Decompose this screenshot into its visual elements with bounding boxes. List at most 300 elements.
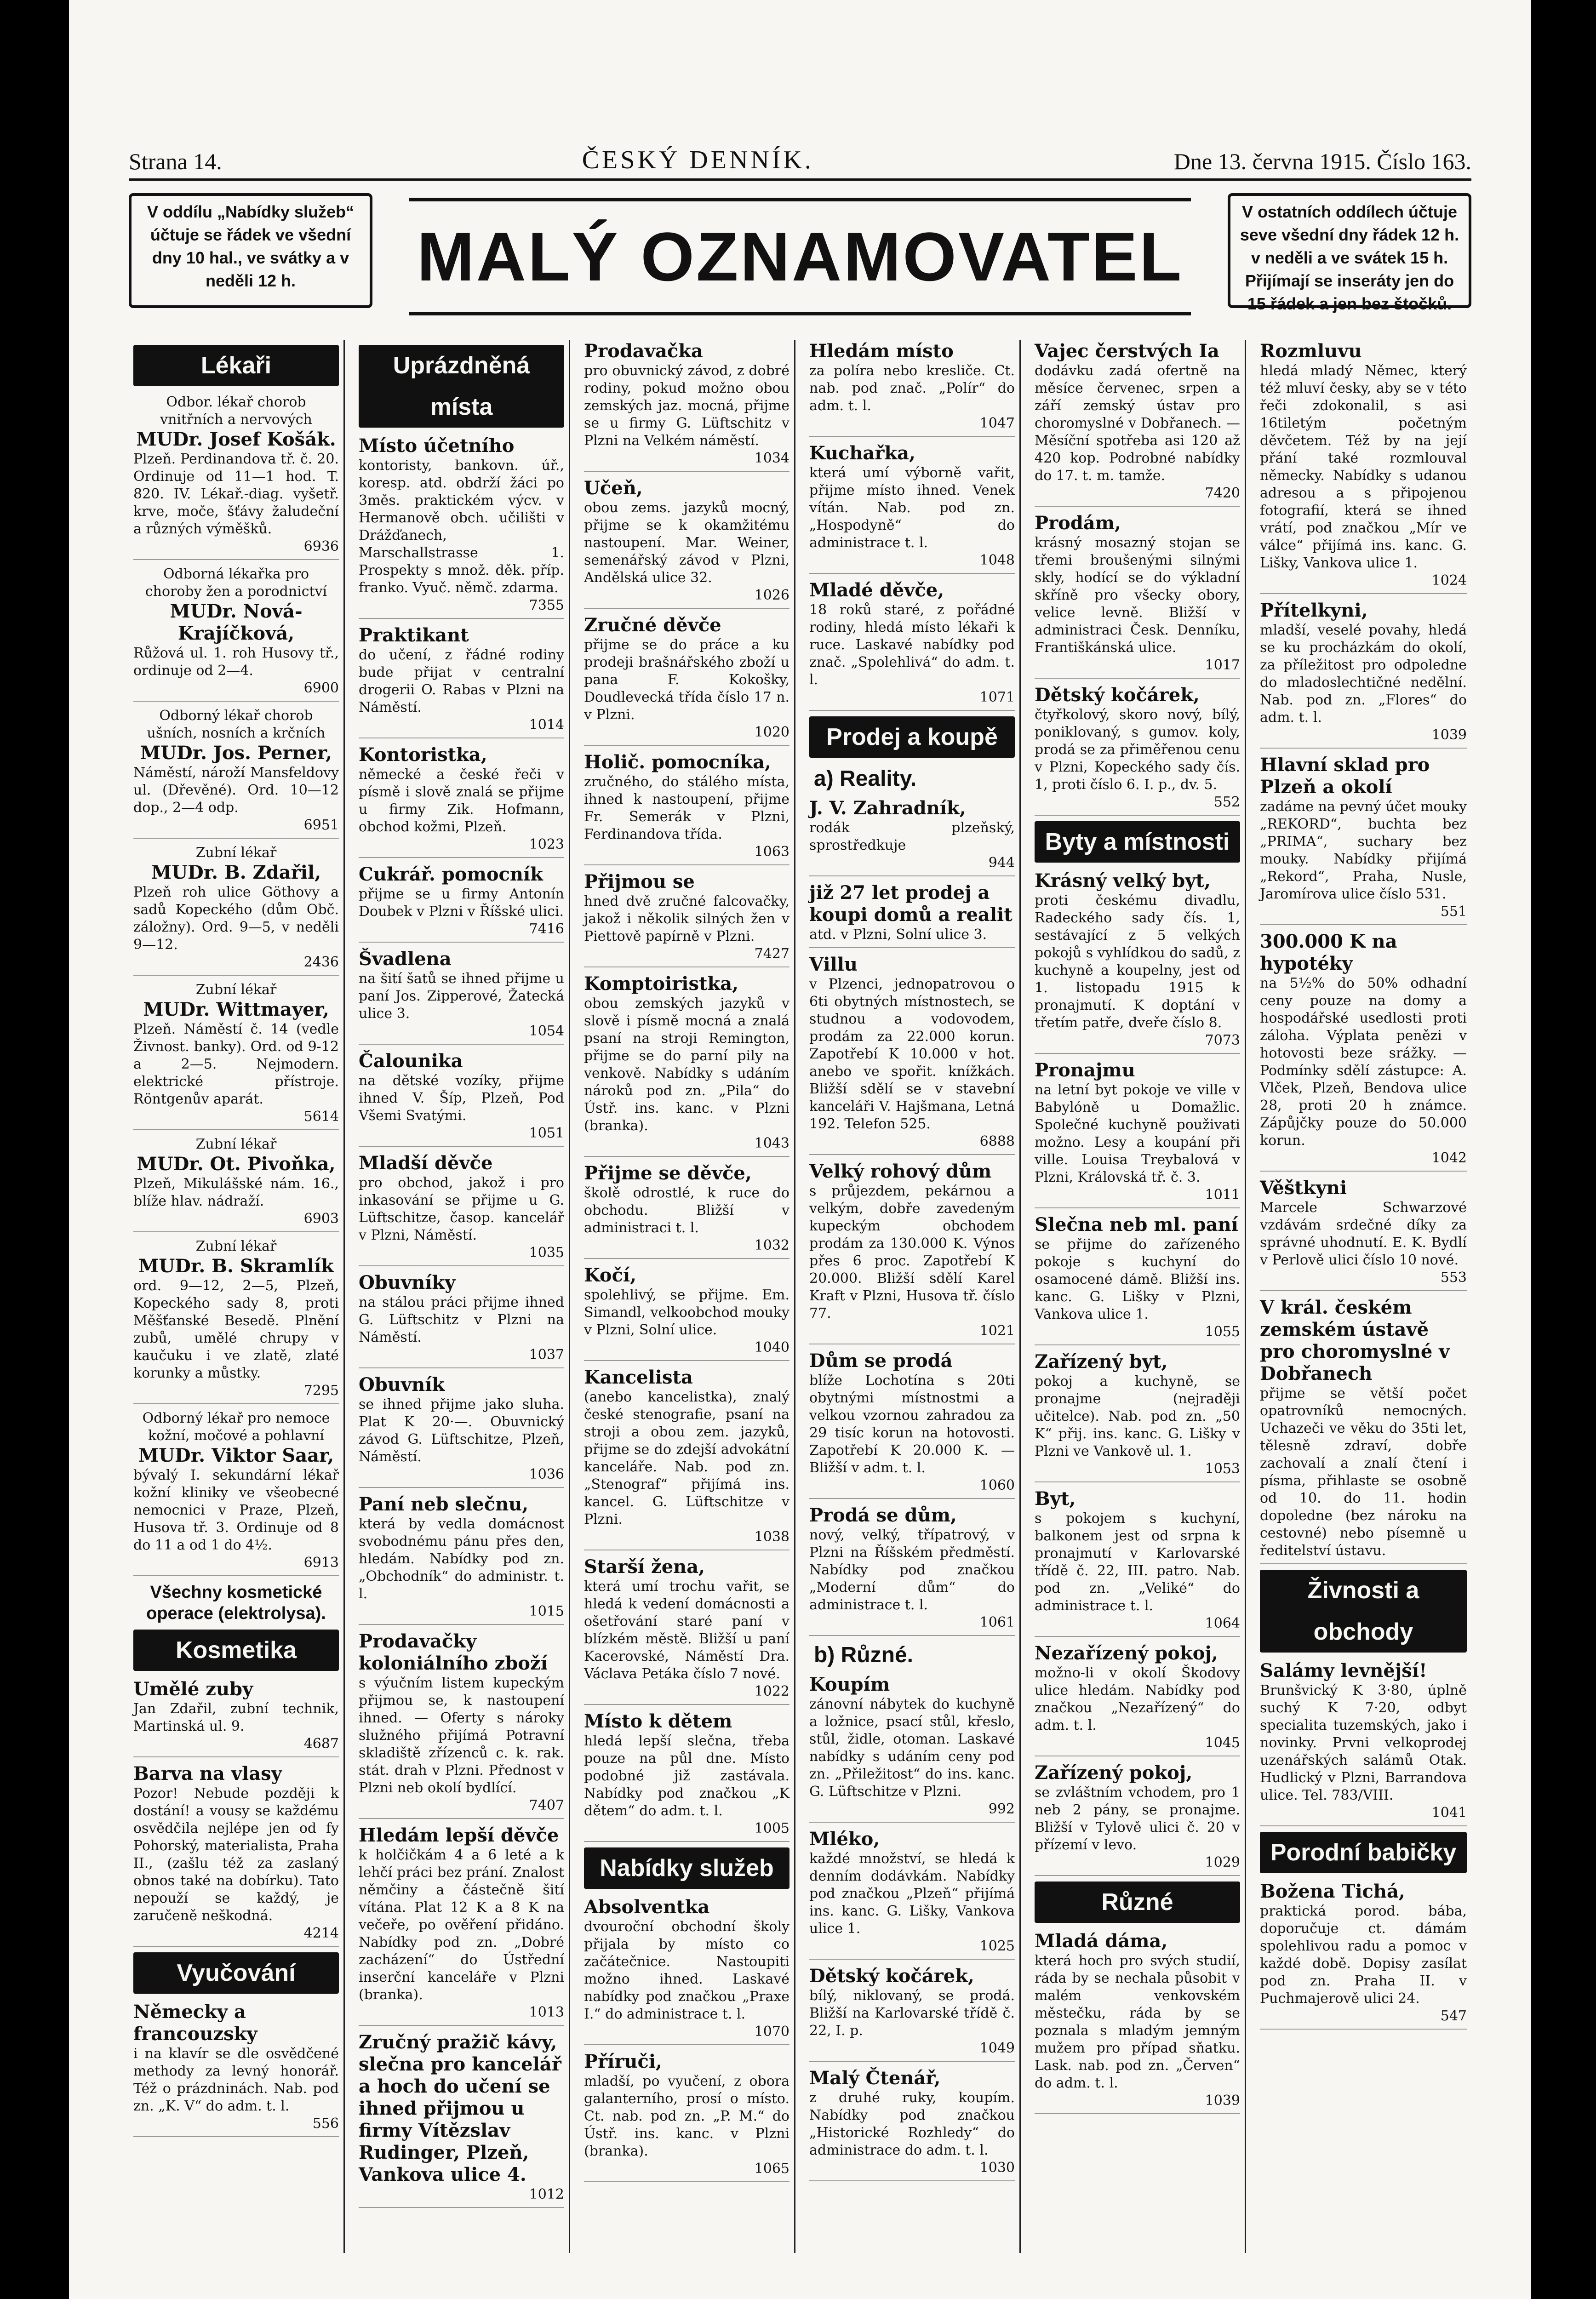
classified-ad (359, 864, 564, 943)
ad-reference-number: 1032 (754, 1237, 789, 1253)
classified-ad (584, 1162, 789, 1259)
ad-body: Pozor! Nebude později k dostání! a vousy se každému osvědčila nejlépe jen od fy Pohorský, materialista, Praha II., (zašlu též za zaslaný obnos také na dobírku). Tato nepouží se každý, je zaručeně neškodná. (133, 1785, 339, 1924)
ad-body: na 5½% do 50% odhadní ceny pouze na domy a hospodářské usedlosti proti záloha. Výplata penězi v hotovosti beze srážky. — Podmínky sdělí zástupce: A. Vlček, Plzeň, Bendova ulice 28, proti 20 h známce. Zápůjčky pouze do 50.000 korun. (1260, 975, 1467, 1149)
ad-body: se ihned přijme jako sluha. Plat K 20·—. Obuvnický závod G. Lüftschitze, Plzeň, Náměstí. (359, 1396, 564, 1465)
classified-ad (133, 1238, 339, 1404)
ad-body: Plzeň. Perdinandova tř. č. 20. Ordinuje od 11—1 hod. T. 820. IV. Lékař.-diag. vyšetř. krve, moče, šťávy žaludeční a různých výměšků. (133, 451, 339, 537)
ad-title: MUDr. Ot. Pivoňka, (137, 1153, 336, 1175)
ad-reference-number: 1036 (529, 1466, 564, 1482)
ad-body: krásný mosazný stojan se třemi broušenými silnými skly, hodící se do výkladní skříně pro všecky obory, velice levně. Bližší v administraci Česk. Denníku, Františkánská ulice. (1035, 535, 1240, 656)
classified-ad (359, 948, 564, 1045)
ad-body: Plzeň roh ulice Göthovy a sadů Kopeckého (dům Obč. záložny). Ord. 9—5, v neděli 9—12. (133, 884, 339, 953)
ad-title: Přijme se děvče, (584, 1162, 752, 1184)
ad-reference-number: 1020 (754, 724, 789, 740)
ad-reference-number: 1037 (529, 1347, 564, 1363)
ad-title: MUDr. Viktor Saar, (138, 1445, 334, 1466)
classified-ad (133, 1410, 339, 1576)
classified-ad (584, 1264, 789, 1361)
cosmetic-promo: Všechny kosmetické operace (elektrolysa). (146, 1583, 326, 1623)
classified-ad (1260, 1177, 1467, 1291)
ad-title: Mladá dáma, (1035, 1930, 1168, 1952)
ad-title: Kancelista (584, 1367, 693, 1388)
ad-title: Hledám lepší děvče (359, 1824, 559, 1846)
ad-body: školě odrostlé, k ruce do obchodu. Bližší v administraci t. l. (584, 1185, 789, 1236)
classified-ad (359, 1630, 564, 1819)
ad-title: MUDr. Wittmayer, (143, 999, 329, 1020)
section-heading-sale-purchase: Prodej a koupě (809, 716, 1015, 758)
ad-body: na šití šatů se ihned přijme u paní Jos. Zipperové, Žatecká ulice 3. (359, 971, 564, 1022)
classified-ad (809, 340, 1015, 437)
ad-reference-number: 1026 (754, 587, 789, 603)
ad-subtitle: Odborný lékař chorob ušních, nosních a krčních (147, 708, 326, 741)
ad-body: každé množství, se hledá k denním dodávkám. Nabídky pod značkou „Plzeň“ přijímá ins. kanc. G. Lišky, Vankova ulice 1. (809, 1851, 1015, 1937)
ad-body: Plzeň. Náměstí č. 14 (vedle Živnost. banky). Ord. od 9-12 a 2—5. Nejmodern. elektrické přístroje. Röntgenův aparát. (133, 1021, 339, 1107)
classified-ad (1260, 754, 1467, 925)
classified-ad (133, 1678, 339, 1757)
classified-ad (359, 1050, 564, 1147)
ad-title: Učeň, (584, 477, 643, 499)
ad-title: Příruči, (584, 2051, 662, 2072)
ad-title: Německy a francouzsky (133, 2001, 257, 2045)
left-price-notice: V oddílu „Nabídky služeb“ účtuje se řádek ve všední dny 10 hal., ve svátky a v neděli 12 h. (129, 193, 372, 308)
ad-body: k holčičkám 4 a 6 leté a k lehčí práci bez prání. Znalost němčiny a částečně šití vítána. Plat 12 K a 8 K na večeře, po ověření přidáno. Nabídky pod zn. „Dobré zacházení“ do Ústřední inserční kanceláře v Plzni (branka). (359, 1847, 564, 2003)
classified-ad (809, 2067, 1015, 2181)
issue-date: Dne 13. června 1915. Číslo 163. (1173, 149, 1471, 174)
ad-reference-number: 1025 (979, 1938, 1015, 1954)
newspaper-page (69, 0, 1531, 2299)
ad-title: Hledám místo (809, 340, 954, 362)
classified-ad (1035, 684, 1240, 816)
ad-reference-number: 1047 (979, 415, 1015, 431)
ad-title: Praktikant (359, 624, 469, 646)
ad-title: Zařízený byt, (1035, 1351, 1168, 1373)
ad-title: Obuvník (359, 1374, 445, 1395)
ad-body: přijme se do práce a ku prodeji brašnářského zboží u pana F. Kokošky, Doudlevecká třída číslo 17 n. v Plzni. (584, 637, 789, 723)
ad-title: Přítelkyni, (1260, 600, 1368, 621)
ad-title: Místo k dětem (584, 1710, 732, 1732)
ad-body: blíže Lochotína s 20ti obytnými místnostmi a velkou vzornou zahradou za 29 tisíc korun na hotovosti. Zapotřebí K 20.000 K. — Bližší v adm. t. l. (809, 1373, 1015, 1476)
ad-body: se zvláštním vchodem, pro 1 neb 2 pány, se pronajme. Bližší v Tylově ulici č. 20 v přízemí v levo. (1035, 1784, 1240, 1853)
ad-reference-number: 1045 (1205, 1735, 1240, 1751)
section-heading-vacancies: Uprázdněná místa (359, 345, 564, 428)
ad-reference-number: 1060 (979, 1477, 1015, 1493)
classified-ad (584, 1710, 789, 1842)
ad-title: již 27 let prodej a koupi domů a realit (809, 882, 1013, 926)
ad-body: mladší, veselé povahy, hledá se ku procházkám do okolí, za příležitost pro odpoledne do mladoslechtičné nedělní. Nab. pod zn. „Flores“ do adm. t. l. (1260, 622, 1467, 726)
section-heading-lessons: Vyučování (133, 1952, 339, 1994)
ad-title: Božena Tichá, (1260, 1881, 1405, 1902)
ad-reference-number: 1005 (754, 1820, 789, 1836)
classified-ad (809, 1161, 1015, 1344)
classified-ad (809, 442, 1015, 574)
ad-reference-number: 1035 (529, 1245, 564, 1261)
ad-title: Prodavačky koloniálního zboží (359, 1630, 548, 1674)
ad-title: V král. českém zemském ústavě pro choromyslné v Dobřanech (1260, 1297, 1450, 1384)
ad-reference-number: 547 (1440, 2008, 1467, 2024)
ad-reference-number: 1049 (979, 2040, 1015, 2056)
classified-ad (1035, 870, 1240, 1054)
ad-body: i na klavír se dle osvědčené methody za levný honorář. Též o prázdninách. Nab. pod zn. „K. V“ do adm. t. l. (133, 2046, 339, 2114)
classified-ad (809, 797, 1015, 876)
ad-title: Krásný velký byt, (1035, 870, 1211, 892)
ad-body: bílý, niklovaný, se prodá. Bližší na Karlovarské třídě č. 22, I. p. (809, 1988, 1015, 2039)
classified-ad (1035, 1351, 1240, 1482)
ad-body: která umí výborně vařit, přijme místo ihned. Venek vítán. Nab. pod zn. „Hospodyně“ do administrace t. l. (809, 465, 1015, 551)
ad-body: se přijme do zařízeného pokoje s kuchyní do osamocené dámě. Bližší ins. kanc. G. Lišky v Plzni, Vankova ulice 1. (1035, 1236, 1240, 1322)
ad-title: Umělé zuby (133, 1678, 253, 1700)
ad-body: která hoch pro svých studií, ráda by se nechala působit v malém venkovském městečku, ráda by se poznala s mladým jemným mužem pro případ sňatku. Lask. nab. pod zn. „Červen“ do adm. t. l. (1035, 1953, 1240, 2091)
classified-ad (133, 981, 339, 1130)
ad-body: spolehlivý, se přijme. Em. Simandl, velkoobchod mouky v Plzni, Solní ulice. (584, 1287, 789, 1338)
ad-reference-number: 7355 (529, 597, 564, 613)
classified-ad (584, 340, 789, 472)
ad-title: Nezařízený pokoj, (1035, 1642, 1218, 1664)
ad-reference-number: 1061 (979, 1614, 1015, 1630)
ad-title: Švadlena (359, 948, 452, 970)
ad-reference-number: 1070 (754, 2024, 789, 2040)
ad-title: Kuchařka, (809, 442, 915, 464)
ad-title: Vajec čerstvých Ia (1035, 340, 1219, 362)
ad-title: Cukrář. pomocník (359, 864, 543, 885)
subheading-real-estate: a) Reality. (814, 766, 917, 791)
classified-ad (1035, 1059, 1240, 1208)
ad-title: Dětský kočárek, (809, 1965, 974, 1987)
ad-reference-number: 2436 (303, 954, 339, 970)
ad-body: proti českému divadlu, Radeckého sady čís. 1, sestávající z 5 velkých pokojů s vyhlídkou do sadů, z kuchyně a koupelny, jest od 1. listopadu 1915 k pronajmutí. K doptání v třetím patře, dveře číslo 8. (1035, 892, 1240, 1031)
section-banner (129, 193, 1471, 317)
ad-title: Kočí, (584, 1264, 637, 1286)
ad-body: bývalý I. sekundární lékař kožní kliniky ve všeobecné nemocnici v Praze, Plzeň, Husova tř. 3. Ordinuje od 8 do 11 a od 1 do 4½. (133, 1467, 339, 1553)
ad-body: hned dvě zručné falcovačky, jakož i několik silných žen v Piettově papírně v Plzni. (584, 893, 789, 944)
ad-reference-number: 1071 (979, 689, 1015, 705)
section-heading-various: Různé (1035, 1882, 1240, 1923)
classified-ad (1035, 340, 1240, 507)
ad-body: na dětské vozíky, přijme ihned V. Šíp, Plzeň, Pod Všemi Svatými. (359, 1073, 564, 1124)
ad-title: Barva na vlasy (133, 1763, 282, 1784)
classified-ad (359, 435, 564, 619)
ad-reference-number: 1024 (1431, 572, 1467, 589)
ad-reference-number: 1053 (1205, 1461, 1240, 1477)
classified-ad (133, 707, 339, 839)
subheading-misc: b) Různé. (814, 1643, 913, 1667)
column-1 (129, 340, 345, 2253)
ad-reference-number: 1041 (1431, 1805, 1467, 1821)
classified-ad (1260, 600, 1467, 749)
ad-title: MUDr. B. Zdařil, (151, 862, 321, 883)
ad-body: nový, velký, třípatrový, v Plzni na Říšském předměstí. Nabídky pod značkou „Moderní dům“ do administrace t. l. (809, 1527, 1015, 1613)
ad-body: Náměstí, nároží Mansfeldovy ul. (Dřevěné). Ord. 10—12 dop., 2—4 odp. (133, 765, 339, 816)
ad-body: pro obchod, jakož i pro inkasování se přijme u G. Lüftschitze, časop. kancelář v Plzni, Náměstí. (359, 1175, 564, 1243)
section-heading-apartments: Byty a místnosti (1035, 821, 1240, 863)
ad-body: Jan Zdařil, zubní technik, Martinská ul. 9. (133, 1701, 339, 1734)
ad-body: německé a české řeči v písmě i slově znalá se přijme u firmy Zik. Hofmann, obchod kožmi, Plzeň. (359, 766, 564, 835)
ad-body: přijme se u firmy Antonín Doubek v Plzni v Říšské ulici. (359, 886, 564, 920)
ad-body: kontoristy, bankovn. úř., koresp. atd. obdrží žáci po 3měs. praktickém výcv. v Hermanově obch. učilišti v Drážďanech, Marschallstrasse 1. Prospekty s množ. děk. příp. franko. Vyuč. němč. zdarma. (359, 458, 564, 596)
ad-body: na letní byt pokoje ve ville v Babylóně u Domažlic. Společné kuchyně použivati možno. Lesy a koupání při ville. Louisa Treybalová v Plzni, Královská tř. č. 3. (1035, 1082, 1240, 1185)
ad-title: 300.000 K na hypotéky (1260, 931, 1397, 974)
classified-ad (1035, 1762, 1240, 1876)
classified-ad (809, 1350, 1015, 1499)
classified-ad (809, 954, 1015, 1155)
ad-reference-number: 7295 (303, 1383, 339, 1399)
ad-reference-number: 4687 (303, 1736, 339, 1752)
ad-reference-number: 1029 (1205, 1854, 1240, 1870)
ad-body: hledá lepší slečna, třeba pouze na půl dne. Místo podobné již zastávala. Nabídky pod značkou „K dětem“ do adm. t. l. (584, 1733, 789, 1819)
classified-ad (133, 1763, 339, 1947)
classified-ad (1260, 1660, 1467, 1826)
ad-body: dvouroční obchodní školy přijala by místo co začátečnice. Nastoupiti možno ihned. Laskavé nabídky pod značkou „Praxe I.“ do administrace t. l. (584, 1919, 789, 2022)
ad-title: Mladší děvče (359, 1152, 493, 1174)
classified-ad (584, 2051, 789, 2182)
ad-reference-number: 944 (988, 855, 1015, 871)
classified-ad (133, 2001, 339, 2137)
ad-body: s průjezdem, pekárnou a velkým, dobře zavedeným kupeckým obchodem prodám za 130.000 K. Výnos přes 6 proc. Zapotřebí K 20.000. Bližší sdělí Karel Kraft v Plzni, Husova tř. číslo 77. (809, 1183, 1015, 1321)
ad-title: Přijmou se (584, 871, 695, 892)
ad-title: Zručné děvče (584, 614, 721, 636)
classified-ad (359, 624, 564, 738)
classified-ad (584, 1556, 789, 1705)
ad-body: která by vedla domácnost svobodnému pánu přes den, hledám. Nabídky pod zn. „Obchodník“ do administr. t. l. (359, 1516, 564, 1602)
ad-reference-number: 1022 (754, 1683, 789, 1699)
ad-reference-number: 1042 (1431, 1150, 1467, 1166)
ad-title: MUDr. Jos. Perner, (140, 742, 332, 764)
ad-body: Brunšvický K 3·80, úplně suchý K 7·20, odbyt specialita tuzemských, jako i novinky. Prvni velkoprodej uzenářských salámů Otak. Hudlický v Plzni, Barrandova ulice. Tel. 783/VIII. (1260, 1682, 1467, 1803)
ad-body: dodávku zadá ofertně na měsíce červenec, srpen a září zemský ústav pro choromyslné v Dobřanech. — Měsíční spotřeba asi 120 až 420 kop. Podrobné nabídky do 17. t. m. tamže. (1035, 363, 1240, 484)
ad-body: rodák plzeňský, sprostředkuje (809, 820, 1015, 853)
ad-reference-number: 1043 (754, 1135, 789, 1151)
classified-ad (1035, 1214, 1240, 1345)
classified-ad (809, 1828, 1015, 1960)
classified-ad (133, 844, 339, 976)
ad-body: atd. v Plzni, Solní ulice 3. (809, 926, 987, 943)
ad-subtitle: Odborná lékařka pro choroby žen a porodnictví (145, 566, 327, 600)
ad-subtitle: Zubní lékař (195, 845, 277, 861)
ad-title: Zařízený pokoj, (1035, 1762, 1193, 1784)
classified-ad (359, 2031, 564, 2208)
classified-ad (359, 1824, 564, 2026)
ad-title: MUDr. B. Skramlík (138, 1255, 334, 1277)
ad-title: Paní neb slečnu, (359, 1493, 529, 1515)
ad-reference-number: 6936 (303, 538, 339, 555)
ad-body: přijme se větší počet opatrovníků nemocných. Uchazeči ve věku do 35ti let, tělesně zdraví, dobře zachovalí a znalí čtení i písma, přihlaste se osobně od 10. do 11. hodin dopoledne (bez nároku na cestovné) nebo písemně u ředitelství ústavu. (1260, 1385, 1467, 1559)
column-5 (1030, 340, 1246, 2253)
ad-reference-number: 1054 (529, 1023, 564, 1039)
section-heading-doctors: Lékaři (133, 345, 339, 386)
page-number: Strana 14. (129, 149, 222, 174)
ad-reference-number: 1063 (754, 844, 789, 860)
ad-body: pokoj a kuchyně, se pronajme (nejraději učitelce). Nab. pod zn. „50 K“ přij. ins. kanc. G. Lišky v Plzni ve Vankově ul. 1. (1035, 1373, 1240, 1459)
ad-reference-number: 6913 (303, 1555, 339, 1571)
ad-body: v Plzenci, jednopatrovou o 6ti obytných místnostech, se studnou a vodovodem, prodám za 22.000 korun. Zapotřebí K 10.000 v hot. anebo ve spořit. knížkách. Bližší sdělí se v stavební kanceláři V. Hajšmana, Letná 192. Telefon 525. (809, 976, 1015, 1132)
ad-title: Mléko, (809, 1828, 880, 1850)
ad-title: Prodám, (1035, 512, 1121, 534)
ad-body: pro obuvnický závod, z dobré rodiny, pokud možno obou zemských jaz. mocná, přijme se u firmy G. Lüftschitz v Plzni na Velkém náměstí. (584, 363, 789, 449)
ad-title: Rozmluvu (1260, 340, 1362, 362)
section-heading-trades: Živnosti a obchody (1260, 1570, 1467, 1653)
ad-reference-number: 552 (1213, 794, 1240, 810)
classified-ad (584, 871, 789, 967)
ad-title: Obuvníky (359, 1272, 456, 1293)
ad-reference-number: 556 (312, 2116, 339, 2132)
ad-title: Velký rohový dům (809, 1161, 992, 1182)
ad-body: mladší, po vyučení, z obora galanterního, prosí o místo. Ct. nab. pod zn. „P. M.“ do Ústř. ins. kanc. v Plzni (branka). (584, 2073, 789, 2159)
ad-subtitle: Odbor. lékař chorob vnitřních a nervových (160, 394, 312, 428)
ad-title: Prodavačka (584, 340, 703, 362)
classified-ad (1035, 1642, 1240, 1756)
newspaper-title: ČESKÝ DENNÍK. (582, 146, 814, 174)
right-price-notice: V ostatních oddílech účtuje seve všední dny řádek 12 h. v neděli a ve svátek 15 h. Přijímají se inseráty jen do 15 řádek a jen bez štočků. (1228, 193, 1471, 308)
ad-reference-number: 992 (988, 1801, 1015, 1817)
ad-body: praktická porod. bába, doporučuje ct. dámám spolehlivou radu a pomoc v každé době. Dopisy zasílat pod zn. Praha II. v Puchmajerově ulici 24. (1260, 1903, 1467, 2007)
ad-reference-number: 1021 (979, 1323, 1015, 1339)
classified-ad (1260, 340, 1467, 594)
classified-ad (359, 1374, 564, 1488)
classified-ad (133, 1136, 339, 1232)
ad-body: Plzeň, Mikulášské nám. 16., blíže hlav. nádraží. (133, 1176, 339, 1209)
ad-title: Čalounika (359, 1050, 463, 1072)
ad-title: Villu (809, 954, 858, 975)
ad-reference-number: 1013 (529, 2004, 564, 2020)
ad-body: Marcele Schwarzové vzdávám srdečné díky za správné uhodnutí. E. K. Bydlí v Perlově ulici číslo 10 nové. (1260, 1200, 1467, 1268)
classified-ad (584, 614, 789, 746)
column-3 (579, 340, 795, 2253)
ad-title: Pronajmu (1035, 1059, 1135, 1081)
ad-title: Kontoristka, (359, 744, 487, 766)
classified-ad (359, 744, 564, 858)
column-4 (805, 340, 1021, 2253)
classified-ad (1035, 1930, 1240, 2114)
ad-reference-number: 553 (1440, 1270, 1467, 1286)
ad-body: čtyřkolový, skoro nový, bílý, poniklovaný, s gumov. koly, prodá se za přiměřenou cenu v Plzni, Kopeckého sady čís. 1, proti číslo 6. I. p., dv. 5. (1035, 707, 1240, 793)
ad-title: Místo účetního (359, 435, 515, 457)
classified-ad (1035, 512, 1240, 679)
ad-body: zadáme na pevný účet mouky „REKORD“, buchta bez „PRIMA“, suchary bez mouky. Nabídky přijímá „Rekord“, Praha, Nusle, Jaromírova ulice číslo 531. (1260, 799, 1467, 902)
section-heading-midwives: Porodní babičky (1260, 1832, 1467, 1873)
classified-ad (584, 751, 789, 865)
ad-reference-number: 7416 (529, 921, 564, 937)
classified-ad (809, 1965, 1015, 2062)
classified-ad (1035, 1488, 1240, 1637)
ad-body: za políra nebo kresliče. Ct. nab. pod znač. „Polír“ do adm. t. l. (809, 363, 1015, 414)
ad-title: Malý Čtenář, (809, 2067, 941, 2089)
ad-reference-number: 7427 (754, 946, 789, 962)
classified-ad (133, 394, 339, 560)
ad-title: Holič. pomocníka, (584, 751, 771, 773)
classified-ad (809, 1504, 1015, 1636)
ad-reference-number: 1017 (1205, 657, 1240, 673)
classified-ad (809, 882, 1015, 948)
ad-body: obou zems. jazyků mocný, přijme se k okamžitému nastoupení. Mar. Weiner, semenářský závod v Plzni, Andělská ulice 32. (584, 500, 789, 586)
ad-reference-number: 1034 (754, 450, 789, 466)
ad-title: Prodá se dům, (809, 1504, 957, 1526)
ad-columns (129, 340, 1471, 2253)
ad-body: Růžová ul. 1. roh Husovy tř., ordinuje od 2—4. (133, 645, 339, 679)
ad-body: obou zemských jazyků v slově i písmě mocná a znalá psaní na stroji Remington, přijme se do parní pily na venkově. Nabídky s udáním nároků pod zn. „Pila“ do Ústř. ins. kanc. v Plzni (branka). (584, 995, 789, 1134)
ad-reference-number: 1023 (529, 836, 564, 852)
ad-body: která umí trochu vařit, se hledá k vedení domácnosti a ošetřování staré paní v blízkém městě. Bližší u paní Kacerovské, Náměstí Dra. Václava Petáka číslo 7 nové. (584, 1578, 789, 1682)
section-title: MALÝ OZNAMOVATEL (409, 198, 1191, 315)
ad-title: MUDr. Nová-Krajíčková, (170, 600, 303, 644)
ad-subtitle: Odborný lékař pro nemoce kožní, močové a pohlavní (142, 1410, 330, 1444)
ad-reference-number: 7420 (1205, 485, 1240, 501)
ad-subtitle: Zubní lékař (195, 1238, 277, 1254)
classified-ad (359, 1272, 564, 1368)
ad-reference-number: 1039 (1431, 727, 1467, 743)
ad-body: možno-li v okolí Škodovy ulice hledám. Nabídky pod značkou „Nezařízený“ do adm. t. l. (1035, 1665, 1240, 1733)
ad-title: Slečna neb ml. paní (1035, 1214, 1238, 1235)
ad-reference-number: 1051 (529, 1125, 564, 1141)
section-heading-job-offers: Nabídky služeb (584, 1847, 789, 1889)
classified-ad (1260, 1297, 1467, 1564)
ad-body: 18 roků staré, z pořádné rodiny, hledá místo lékaři k ruce. Laskavé nabídky pod znač. „Spolehlivá“ do adm. t. l. (809, 602, 1015, 688)
ad-reference-number: 1015 (529, 1603, 564, 1619)
classified-ad (359, 1152, 564, 1266)
ad-reference-number: 4214 (303, 1925, 339, 1941)
column-2 (354, 340, 570, 2253)
ad-reference-number: 6951 (303, 817, 339, 833)
ad-title: J. V. Zahradník, (809, 797, 966, 819)
ad-title: Komptoiristka, (584, 973, 739, 995)
ad-title: Zručný pražič kávy, slečna pro kancelář a hoch do učení se ihned přijmou u firmy Vítězslav Rudinger, Plzeň, Vankova ulice 4. (359, 2031, 561, 2185)
ad-reference-number: 1011 (1205, 1187, 1240, 1203)
ad-reference-number: 5614 (303, 1109, 339, 1125)
classified-ad (584, 973, 789, 1157)
ad-reference-number: 1012 (529, 2186, 564, 2202)
ad-title: Koupím (809, 1674, 890, 1695)
ad-reference-number: 1030 (979, 2160, 1015, 2176)
ad-reference-number: 6900 (303, 680, 339, 696)
classified-ad (359, 1493, 564, 1625)
ad-reference-number: 1040 (754, 1339, 789, 1355)
ad-reference-number: 6903 (303, 1211, 339, 1227)
ad-title: Byt, (1035, 1488, 1076, 1510)
classified-ad (1260, 931, 1467, 1172)
classified-ad (133, 566, 339, 702)
ad-reference-number: 1048 (979, 552, 1015, 568)
ad-title: Mladé děvče, (809, 579, 944, 601)
ad-body: (anebo kancelistka), znalý české stenografie, psaní na stroji a obou zem. jazyků, přijme se do zdejší advokátní kanceláře. Nab. pod zn. „Stenograf“ přijímá ins. kancel. G. Lüftschitze v Plzni. (584, 1389, 789, 1527)
ad-body: na stálou práci přijme ihned G. Lüftschitz v Plzni na Náměstí. (359, 1294, 564, 1345)
ad-body: s výučním listem kupeckým přijmou se, k nastoupení ihned. — Oferty s nároky služného přijímá Potravní skladiště zřízenců c. k. rak. stát. drah v Plzni. Přednost v Plzni neb okolí bydlící. (359, 1675, 564, 1796)
ad-body: hledá mladý Němec, který též mluví česky, aby se v této řeči zdokonalil, s asi 16tiletým početným děvčetem. Též by na její přání také rozmlouval německy. Nabídky s udanou adresou a s připojenou fotografií, která se ihned vrátí, pod značkou „Mír ve válce“ přijímá ins. kanc. G. Lišky, Vankova ulice 1. (1260, 363, 1467, 571)
ad-reference-number: 1038 (754, 1529, 789, 1545)
ad-body: do učení, z řádné rodiny bude přijat v centralní drogerii O. Rabas v Plzni na Náměstí. (359, 647, 564, 715)
ad-reference-number: 551 (1440, 904, 1467, 920)
ad-body: ord. 9—12, 2—5, Plzeň, Kopeckého sady 8, proti Měšťanské Besedě. Plnění zubů, umělé chrupy v kaučuku i ve zlatě, zlaté korunky a můstky. (133, 1278, 339, 1381)
ad-title: Dům se prodá (809, 1350, 953, 1372)
classified-ad (809, 579, 1015, 711)
ad-body: zánovní nábytek do kuchyně a ložnice, psací stůl, křeslo, stůl, židle, otoman. Laskavé nabídky s udáním ceny pod zn. „Přiležitost“ do ins. kanc. G. Lüftschitze v Plzni. (809, 1696, 1015, 1800)
classified-ad (809, 1674, 1015, 1823)
ad-reference-number: 7073 (1205, 1032, 1240, 1048)
ad-reference-number: 7407 (529, 1797, 564, 1813)
ad-body: z druhé ruky, koupím. Nabídky pod značkou „Historické Rozhledy“ do administrace do adm. t. l. (809, 2090, 1015, 2158)
ad-reference-number: 6888 (979, 1133, 1015, 1150)
ad-title: MUDr. Josef Košák. (136, 429, 336, 450)
ad-title: Dětský kočárek, (1035, 684, 1200, 706)
ad-title: Hlavní sklad pro Plzeň a okolí (1260, 754, 1430, 798)
ad-reference-number: 1065 (754, 2161, 789, 2177)
ad-title: Salámy levnější! (1260, 1660, 1427, 1681)
header-rule (129, 178, 1471, 181)
ad-title: Absolventka (584, 1896, 710, 1918)
ad-title: Starší žena, (584, 1556, 705, 1578)
column-6 (1255, 340, 1471, 2253)
ad-reference-number: 1039 (1205, 2093, 1240, 2109)
ad-body: zručného, do stálého místa, ihned k nastoupení, přijme Fr. Semerák v Plzni, Ferdinandova třída. (584, 774, 789, 842)
classified-ad (584, 1896, 789, 2045)
classified-ad (584, 477, 789, 609)
